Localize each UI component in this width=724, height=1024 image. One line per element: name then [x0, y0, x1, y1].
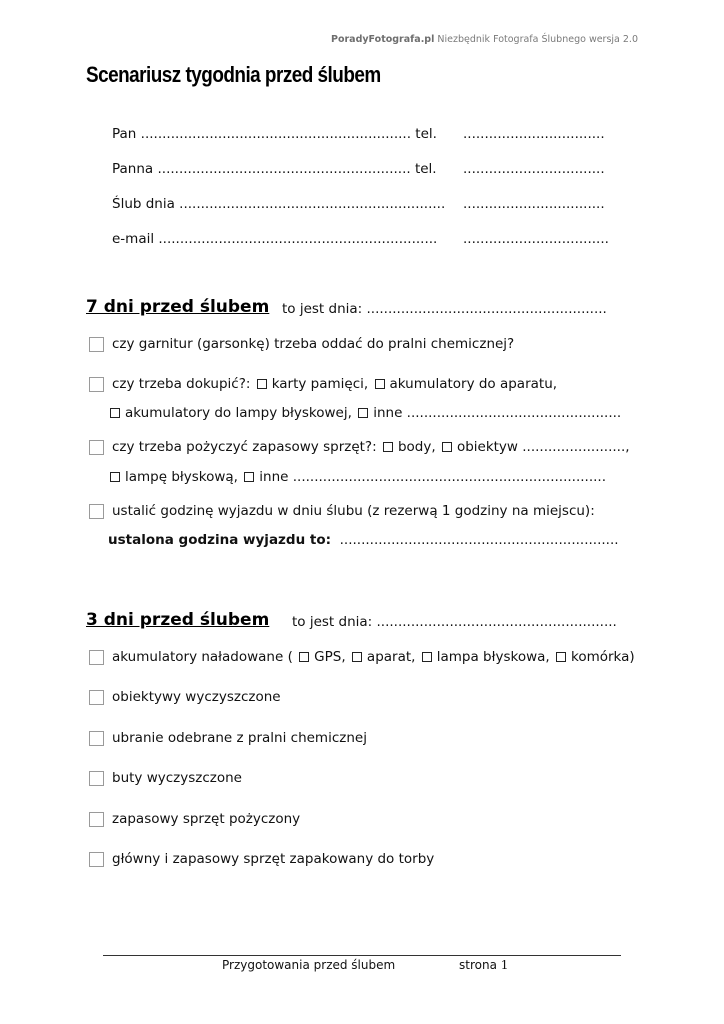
item-pozyczyc — [89, 439, 630, 455]
checkbox-obiektyw[interactable] — [442, 442, 452, 452]
footer-page-label: strona — [459, 958, 497, 972]
item-obiektywy — [89, 689, 281, 705]
item-inne-2-label: inne ......................................................................... — [259, 469, 607, 485]
section-7-heading: 7 dni przed ślubem — [86, 297, 270, 317]
field-slub-extra: ................................. — [463, 196, 605, 212]
item-dokupic — [89, 376, 557, 392]
item-body-label: body, — [397, 439, 436, 455]
item-glowny — [89, 851, 434, 867]
item-lampe-label: lampę błyskową, — [125, 469, 238, 485]
item-ustalic-label: ustalić godzinę wyjazdu w dniu ślubu (z rezerwą 1 godziny na miejscu): — [112, 503, 595, 519]
item-pozyczyc-line2 — [108, 469, 606, 485]
field-email: e-mail ................................................................. — [112, 231, 438, 247]
footer-label: Przygotowania przed ślubem — [222, 958, 396, 972]
footer-page-number: 1 — [500, 958, 509, 972]
checkbox-akumulatory-lampy[interactable] — [110, 408, 120, 418]
checkbox-inne-1[interactable] — [358, 408, 368, 418]
field-email-extra: .................................. — [463, 231, 609, 247]
checkbox-lampa[interactable] — [422, 652, 432, 662]
checkbox-zapasowy[interactable] — [89, 812, 104, 827]
section-3-date: to jest dnia: ........................................................ — [292, 614, 617, 630]
item-glowny-label: główny i zapasowy sprzęt zapakowany do torby — [112, 851, 435, 867]
checkbox-body[interactable] — [383, 442, 393, 452]
item-komorka-label: komórka) — [570, 649, 635, 665]
item-zapasowy-label: zapasowy sprzęt pożyczony — [112, 811, 301, 827]
field-panna-tel: ................................. — [463, 161, 605, 177]
checkbox-inne-2[interactable] — [244, 472, 254, 482]
checkbox-buty[interactable] — [89, 771, 104, 786]
item-dokupic-label: czy trzeba dokupić?: — [112, 376, 251, 392]
checkbox-akumulatory-aparat[interactable] — [375, 379, 385, 389]
item-karty-label: karty pamięci, — [271, 376, 369, 392]
item-ubranie — [89, 730, 367, 746]
checkbox-karty[interactable] — [257, 379, 267, 389]
item-ubranie-label: ubranie odebrane z pralni chemicznej — [112, 730, 367, 746]
item-garnitur — [89, 336, 514, 352]
item-godzina — [108, 532, 619, 548]
checkbox-ubranie[interactable] — [89, 731, 104, 746]
item-buty-label: buty wyczyszczone — [112, 770, 242, 786]
item-obiektyw-label: obiektyw ........................, — [456, 439, 630, 455]
header-subtitle: Niezbędnik Fotografa Ślubnego wersja 2.0 — [437, 34, 638, 45]
field-panna: Panna ........................................................... tel. — [112, 161, 437, 177]
checkbox-glowny[interactable] — [89, 852, 104, 867]
field-pan: Pan ............................................................... tel. — [112, 126, 437, 142]
section-3-heading: 3 dni przed ślubem — [86, 610, 270, 630]
checkbox-dokupic[interactable] — [89, 377, 104, 392]
item-zapasowy — [89, 811, 300, 827]
item-akumulatory-naladowane-label: akumulatory naładowane ( — [112, 649, 293, 665]
item-ustalic — [89, 503, 595, 519]
checkbox-pozyczyc[interactable] — [89, 440, 104, 455]
item-pozyczyc-label: czy trzeba pożyczyć zapasowy sprzęt?: — [112, 439, 377, 455]
item-gps-label: GPS, — [314, 649, 346, 665]
field-slub: Ślub dnia .............................................................. — [112, 196, 446, 212]
item-akumulatory-aparat-label: akumulatory do aparatu, — [389, 376, 558, 392]
field-pan-tel: ................................. — [463, 126, 605, 142]
item-akumulatory-naladowane — [89, 649, 635, 665]
checkbox-komorka[interactable] — [556, 652, 566, 662]
item-akumulatory-lampy-label: akumulatory do lampy błyskowej, — [125, 405, 352, 421]
checkbox-lampe[interactable] — [110, 472, 120, 482]
header-site: PoradyFotografa.pl — [330, 34, 435, 45]
section-7-date: to jest dnia: ........................................................ — [282, 301, 607, 317]
item-garnitur-label: czy garnitur (garsonkę) trzeba oddać do pralni chemicznej? — [112, 336, 515, 352]
item-inne-1-label: inne .................................................. — [373, 405, 622, 421]
page-title: Scenariusz tygodnia przed ślubem — [86, 62, 381, 87]
item-buty — [89, 770, 242, 786]
footer-divider — [103, 955, 621, 956]
page-header — [331, 34, 638, 45]
checkbox-obiektywy[interactable] — [89, 690, 104, 705]
item-obiektywy-label: obiektywy wyczyszczone — [112, 689, 281, 705]
checkbox-ustalic[interactable] — [89, 504, 104, 519]
item-lampa-label: lampa błyskowa, — [436, 649, 550, 665]
checkbox-akumulatory-naladowane[interactable] — [89, 650, 104, 665]
checkbox-aparat[interactable] — [352, 652, 362, 662]
godzina-label: ustalona godzina wyjazdu to: — [108, 532, 332, 548]
checkbox-garnitur[interactable] — [89, 337, 104, 352]
godzina-dots: ................................................................. — [339, 532, 619, 548]
item-aparat-label: aparat, — [366, 649, 416, 665]
item-dokupic-line2 — [108, 405, 621, 421]
footer-page — [459, 958, 508, 972]
checkbox-gps[interactable] — [299, 652, 309, 662]
